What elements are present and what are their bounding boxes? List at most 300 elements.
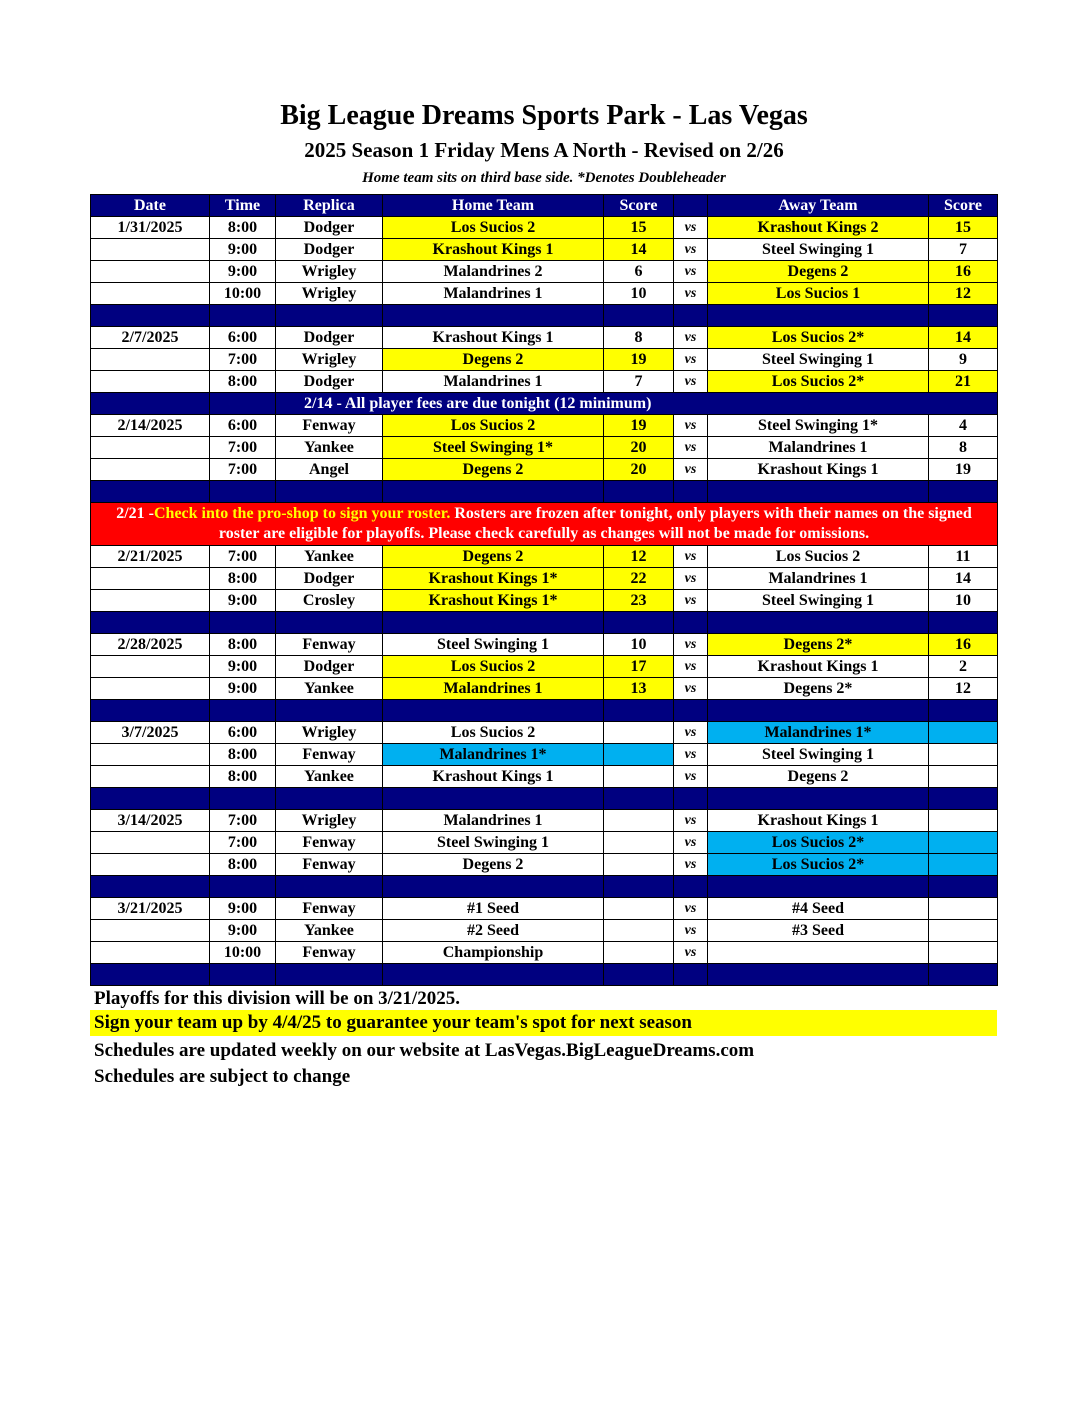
game-date: 3/14/2025 <box>91 810 210 832</box>
game-time: 8:00 <box>210 634 276 656</box>
away-team: Steel Swinging 1 <box>708 239 929 261</box>
separator-cell <box>91 964 210 986</box>
home-score <box>604 722 674 744</box>
away-team: Steel Swinging 1 <box>708 744 929 766</box>
away-team: Steel Swinging 1 <box>708 349 929 371</box>
signup-banner: Sign your team up by 4/4/25 to guarantee your team's spot for next season <box>90 1010 997 1036</box>
field-replica: Fenway <box>276 942 383 964</box>
away-score <box>929 832 998 854</box>
col-header-home-team: Home Team <box>383 195 604 217</box>
separator-cell <box>708 788 929 810</box>
away-score: 11 <box>929 546 998 568</box>
game-time: 7:00 <box>210 349 276 371</box>
home-score: 12 <box>604 546 674 568</box>
home-team: Malandrines 2 <box>383 261 604 283</box>
home-score <box>604 832 674 854</box>
vs-label: vs <box>674 239 708 261</box>
separator-cell <box>276 305 383 327</box>
away-score: 14 <box>929 327 998 349</box>
game-row <box>91 217 998 239</box>
field-replica: Dodger <box>276 568 383 590</box>
separator-row <box>91 305 998 327</box>
away-score: 10 <box>929 590 998 612</box>
home-score: 7 <box>604 371 674 393</box>
vs-label: vs <box>674 898 708 920</box>
home-team: Malandrines 1 <box>383 810 604 832</box>
game-row <box>91 546 998 568</box>
away-team: Los Sucios 1 <box>708 283 929 305</box>
vs-label: vs <box>674 327 708 349</box>
away-team: #4 Seed <box>708 898 929 920</box>
game-time: 9:00 <box>210 920 276 942</box>
home-team: Krashout Kings 1 <box>383 766 604 788</box>
game-time: 7:00 <box>210 459 276 481</box>
game-row <box>91 656 998 678</box>
vs-label: vs <box>674 678 708 700</box>
separator-row <box>91 964 998 986</box>
home-score: 6 <box>604 261 674 283</box>
separator-cell <box>674 612 708 634</box>
col-header-replica: Replica <box>276 195 383 217</box>
away-score: 2 <box>929 656 998 678</box>
away-score: 16 <box>929 634 998 656</box>
separator-cell <box>929 481 998 503</box>
field-replica: Fenway <box>276 415 383 437</box>
home-score: 20 <box>604 437 674 459</box>
separator-cell <box>674 305 708 327</box>
game-row <box>91 239 998 261</box>
notice-blank <box>91 393 210 415</box>
col-header-date: Date <box>91 195 210 217</box>
game-row <box>91 349 998 371</box>
away-score: 12 <box>929 283 998 305</box>
game-date <box>91 459 210 481</box>
home-score <box>604 920 674 942</box>
game-date <box>91 590 210 612</box>
game-time: 10:00 <box>210 942 276 964</box>
separator-cell <box>383 964 604 986</box>
separator-cell <box>604 964 674 986</box>
home-score <box>604 744 674 766</box>
vs-label: vs <box>674 437 708 459</box>
vs-label: vs <box>674 283 708 305</box>
game-time: 6:00 <box>210 327 276 349</box>
game-row <box>91 942 998 964</box>
game-time: 8:00 <box>210 744 276 766</box>
home-team: #1 Seed <box>383 898 604 920</box>
home-team: Los Sucios 2 <box>383 656 604 678</box>
separator-cell <box>604 700 674 722</box>
alert-rest: Rosters are frozen after tonight, only players with their names on the signed roster are eligible for playoffs. Please check carefully as changes will not be made for omissions. <box>218 505 972 542</box>
field-replica: Fenway <box>276 634 383 656</box>
game-time: 9:00 <box>210 678 276 700</box>
game-row <box>91 744 998 766</box>
home-score <box>604 898 674 920</box>
vs-label: vs <box>674 568 708 590</box>
separator-cell <box>383 876 604 898</box>
game-row <box>91 634 998 656</box>
field-replica: Dodger <box>276 217 383 239</box>
away-score <box>929 920 998 942</box>
separator-cell <box>210 700 276 722</box>
table-header-row <box>91 195 998 217</box>
field-replica: Angel <box>276 459 383 481</box>
away-score: 9 <box>929 349 998 371</box>
game-time: 9:00 <box>210 656 276 678</box>
separator-cell <box>929 964 998 986</box>
separator-cell <box>383 700 604 722</box>
alert-lead: 2/21 - <box>116 505 154 522</box>
field-replica: Crosley <box>276 590 383 612</box>
away-score <box>929 744 998 766</box>
away-score: 16 <box>929 261 998 283</box>
home-score <box>604 766 674 788</box>
game-row <box>91 766 998 788</box>
field-replica: Dodger <box>276 239 383 261</box>
game-date <box>91 656 210 678</box>
home-score <box>604 854 674 876</box>
game-date: 3/7/2025 <box>91 722 210 744</box>
separator-cell <box>383 305 604 327</box>
separator-cell <box>604 612 674 634</box>
vs-label: vs <box>674 766 708 788</box>
field-replica: Wrigley <box>276 722 383 744</box>
separator-row <box>91 700 998 722</box>
change-note: Schedules are subject to change <box>94 1066 351 1087</box>
separator-cell <box>91 481 210 503</box>
game-row <box>91 415 998 437</box>
schedule-note: Home team sits on third base side. *Denotes Doubleheader <box>362 170 726 186</box>
home-team: Los Sucios 2 <box>383 415 604 437</box>
game-row <box>91 568 998 590</box>
away-score: 12 <box>929 678 998 700</box>
game-row <box>91 810 998 832</box>
separator-cell <box>674 788 708 810</box>
col-header-home-score: Score <box>604 195 674 217</box>
away-team: Los Sucios 2* <box>708 832 929 854</box>
game-time: 6:00 <box>210 415 276 437</box>
page-title: Big League Dreams Sports Park - Las Vegas <box>280 100 808 131</box>
separator-cell <box>708 612 929 634</box>
notice-text: 2/14 - All player fees are due tonight (12 minimum) <box>276 393 998 415</box>
home-team: Steel Swinging 1 <box>383 634 604 656</box>
field-replica: Yankee <box>276 766 383 788</box>
vs-label: vs <box>674 722 708 744</box>
vs-label: vs <box>674 854 708 876</box>
separator-row <box>91 481 998 503</box>
notice-row <box>91 393 998 415</box>
game-time: 8:00 <box>210 371 276 393</box>
field-replica: Wrigley <box>276 349 383 371</box>
separator-cell <box>708 305 929 327</box>
home-team: #2 Seed <box>383 920 604 942</box>
field-replica: Fenway <box>276 854 383 876</box>
page-subtitle: 2025 Season 1 Friday Mens A North - Revised on 2/26 <box>304 138 784 162</box>
field-replica: Yankee <box>276 437 383 459</box>
game-date <box>91 942 210 964</box>
game-date: 3/21/2025 <box>91 898 210 920</box>
separator-cell <box>383 612 604 634</box>
separator-cell <box>674 481 708 503</box>
away-team: Malandrines 1* <box>708 722 929 744</box>
home-team: Los Sucios 2 <box>383 217 604 239</box>
away-team: Krashout Kings 1 <box>708 810 929 832</box>
game-date <box>91 854 210 876</box>
notice-blank <box>210 393 276 415</box>
home-team: Degens 2 <box>383 546 604 568</box>
col-header-time: Time <box>210 195 276 217</box>
away-team: Steel Swinging 1 <box>708 590 929 612</box>
game-row <box>91 261 998 283</box>
away-score: 4 <box>929 415 998 437</box>
home-score: 23 <box>604 590 674 612</box>
away-score: 7 <box>929 239 998 261</box>
vs-label: vs <box>674 349 708 371</box>
vs-label: vs <box>674 415 708 437</box>
home-score: 10 <box>604 283 674 305</box>
home-team: Los Sucios 2 <box>383 722 604 744</box>
away-team: Los Sucios 2* <box>708 371 929 393</box>
away-team: Degens 2* <box>708 634 929 656</box>
game-row <box>91 459 998 481</box>
separator-cell <box>708 964 929 986</box>
game-row <box>91 832 998 854</box>
vs-label: vs <box>674 217 708 239</box>
vs-label: vs <box>674 459 708 481</box>
schedule-body <box>91 217 998 986</box>
game-date <box>91 349 210 371</box>
away-team: Los Sucios 2 <box>708 546 929 568</box>
away-team: Degens 2 <box>708 261 929 283</box>
home-team: Championship <box>383 942 604 964</box>
away-score: 15 <box>929 217 998 239</box>
field-replica: Fenway <box>276 744 383 766</box>
separator-cell <box>276 481 383 503</box>
game-date: 2/7/2025 <box>91 327 210 349</box>
away-team: #3 Seed <box>708 920 929 942</box>
separator-cell <box>929 788 998 810</box>
home-team: Krashout Kings 1* <box>383 590 604 612</box>
separator-row <box>91 876 998 898</box>
home-score: 8 <box>604 327 674 349</box>
home-score: 13 <box>604 678 674 700</box>
home-team: Malandrines 1 <box>383 371 604 393</box>
field-replica: Yankee <box>276 678 383 700</box>
away-score <box>929 766 998 788</box>
vs-label: vs <box>674 810 708 832</box>
vs-label: vs <box>674 590 708 612</box>
separator-cell <box>276 700 383 722</box>
game-row <box>91 722 998 744</box>
away-score: 14 <box>929 568 998 590</box>
vs-label: vs <box>674 920 708 942</box>
vs-label: vs <box>674 371 708 393</box>
separator-cell <box>210 481 276 503</box>
separator-cell <box>210 788 276 810</box>
away-team: Krashout Kings 1 <box>708 459 929 481</box>
away-team: Degens 2 <box>708 766 929 788</box>
game-date <box>91 678 210 700</box>
home-score: 19 <box>604 415 674 437</box>
separator-cell <box>383 788 604 810</box>
home-team: Krashout Kings 1 <box>383 327 604 349</box>
field-replica: Wrigley <box>276 283 383 305</box>
game-time: 8:00 <box>210 217 276 239</box>
vs-label: vs <box>674 656 708 678</box>
away-score: 19 <box>929 459 998 481</box>
home-team: Krashout Kings 1* <box>383 568 604 590</box>
roster-alert <box>91 503 998 546</box>
separator-cell <box>210 964 276 986</box>
away-score <box>929 810 998 832</box>
separator-cell <box>604 876 674 898</box>
vs-label: vs <box>674 261 708 283</box>
away-team: Malandrines 1 <box>708 568 929 590</box>
field-replica: Dodger <box>276 656 383 678</box>
game-time: 6:00 <box>210 722 276 744</box>
field-replica: Dodger <box>276 327 383 349</box>
away-team: Los Sucios 2* <box>708 327 929 349</box>
separator-cell <box>929 700 998 722</box>
game-row <box>91 371 998 393</box>
game-time: 7:00 <box>210 810 276 832</box>
separator-cell <box>708 876 929 898</box>
away-team: Malandrines 1 <box>708 437 929 459</box>
game-date <box>91 766 210 788</box>
field-replica: Wrigley <box>276 810 383 832</box>
separator-row <box>91 788 998 810</box>
game-date <box>91 437 210 459</box>
away-score <box>929 898 998 920</box>
separator-cell <box>91 612 210 634</box>
game-row <box>91 898 998 920</box>
vs-label: vs <box>674 546 708 568</box>
separator-cell <box>91 700 210 722</box>
separator-cell <box>276 788 383 810</box>
alert-highlight: Check into the pro-shop to sign your roster. <box>154 505 451 522</box>
separator-cell <box>929 305 998 327</box>
away-team <box>708 942 929 964</box>
game-time: 9:00 <box>210 261 276 283</box>
home-score: 20 <box>604 459 674 481</box>
separator-cell <box>210 876 276 898</box>
game-date: 2/14/2025 <box>91 415 210 437</box>
game-date: 2/21/2025 <box>91 546 210 568</box>
game-row <box>91 327 998 349</box>
game-time: 9:00 <box>210 590 276 612</box>
vs-label: vs <box>674 634 708 656</box>
away-team: Los Sucios 2* <box>708 854 929 876</box>
game-date <box>91 371 210 393</box>
separator-row <box>91 612 998 634</box>
separator-cell <box>674 964 708 986</box>
home-team: Degens 2 <box>383 349 604 371</box>
game-date <box>91 744 210 766</box>
schedule-table <box>90 194 998 986</box>
game-date <box>91 283 210 305</box>
separator-cell <box>210 612 276 634</box>
col-header-away-score: Score <box>929 195 998 217</box>
separator-cell <box>929 612 998 634</box>
home-score <box>604 942 674 964</box>
away-team: Degens 2* <box>708 678 929 700</box>
separator-cell <box>210 305 276 327</box>
home-score: 22 <box>604 568 674 590</box>
field-replica: Dodger <box>276 371 383 393</box>
game-date <box>91 568 210 590</box>
separator-cell <box>604 481 674 503</box>
game-date: 1/31/2025 <box>91 217 210 239</box>
home-score: 10 <box>604 634 674 656</box>
separator-cell <box>276 964 383 986</box>
game-row <box>91 678 998 700</box>
roster-alert-row <box>91 503 998 546</box>
away-team: Krashout Kings 2 <box>708 217 929 239</box>
home-team: Krashout Kings 1 <box>383 239 604 261</box>
game-row <box>91 283 998 305</box>
game-time: 7:00 <box>210 832 276 854</box>
separator-cell <box>91 788 210 810</box>
field-replica: Yankee <box>276 546 383 568</box>
game-time: 9:00 <box>210 898 276 920</box>
game-row <box>91 437 998 459</box>
away-score <box>929 942 998 964</box>
game-date <box>91 832 210 854</box>
away-team: Steel Swinging 1* <box>708 415 929 437</box>
separator-cell <box>708 700 929 722</box>
game-date <box>91 920 210 942</box>
away-team: Krashout Kings 1 <box>708 656 929 678</box>
col-header-vs <box>674 195 708 217</box>
separator-cell <box>383 481 604 503</box>
website-note: Schedules are updated weekly on our website at LasVegas.BigLeagueDreams.com <box>94 1040 755 1061</box>
away-score: 8 <box>929 437 998 459</box>
game-date <box>91 239 210 261</box>
home-team: Malandrines 1 <box>383 283 604 305</box>
field-replica: Wrigley <box>276 261 383 283</box>
game-time: 10:00 <box>210 283 276 305</box>
col-header-away-team: Away Team <box>708 195 929 217</box>
playoffs-note: Playoffs for this division will be on 3/21/2025. <box>94 988 460 1009</box>
home-score: 19 <box>604 349 674 371</box>
game-date <box>91 261 210 283</box>
game-time: 7:00 <box>210 546 276 568</box>
separator-cell <box>674 876 708 898</box>
separator-cell <box>929 876 998 898</box>
game-date: 2/28/2025 <box>91 634 210 656</box>
separator-cell <box>276 612 383 634</box>
home-score: 14 <box>604 239 674 261</box>
separator-cell <box>604 305 674 327</box>
game-time: 9:00 <box>210 239 276 261</box>
vs-label: vs <box>674 744 708 766</box>
game-time: 8:00 <box>210 568 276 590</box>
separator-cell <box>276 876 383 898</box>
home-score <box>604 810 674 832</box>
game-row <box>91 920 998 942</box>
home-team: Degens 2 <box>383 854 604 876</box>
vs-label: vs <box>674 942 708 964</box>
game-row <box>91 590 998 612</box>
game-row <box>91 854 998 876</box>
game-time: 7:00 <box>210 437 276 459</box>
separator-cell <box>708 481 929 503</box>
separator-cell <box>674 700 708 722</box>
away-score <box>929 722 998 744</box>
separator-cell <box>604 788 674 810</box>
home-team: Steel Swinging 1 <box>383 832 604 854</box>
separator-cell <box>91 305 210 327</box>
